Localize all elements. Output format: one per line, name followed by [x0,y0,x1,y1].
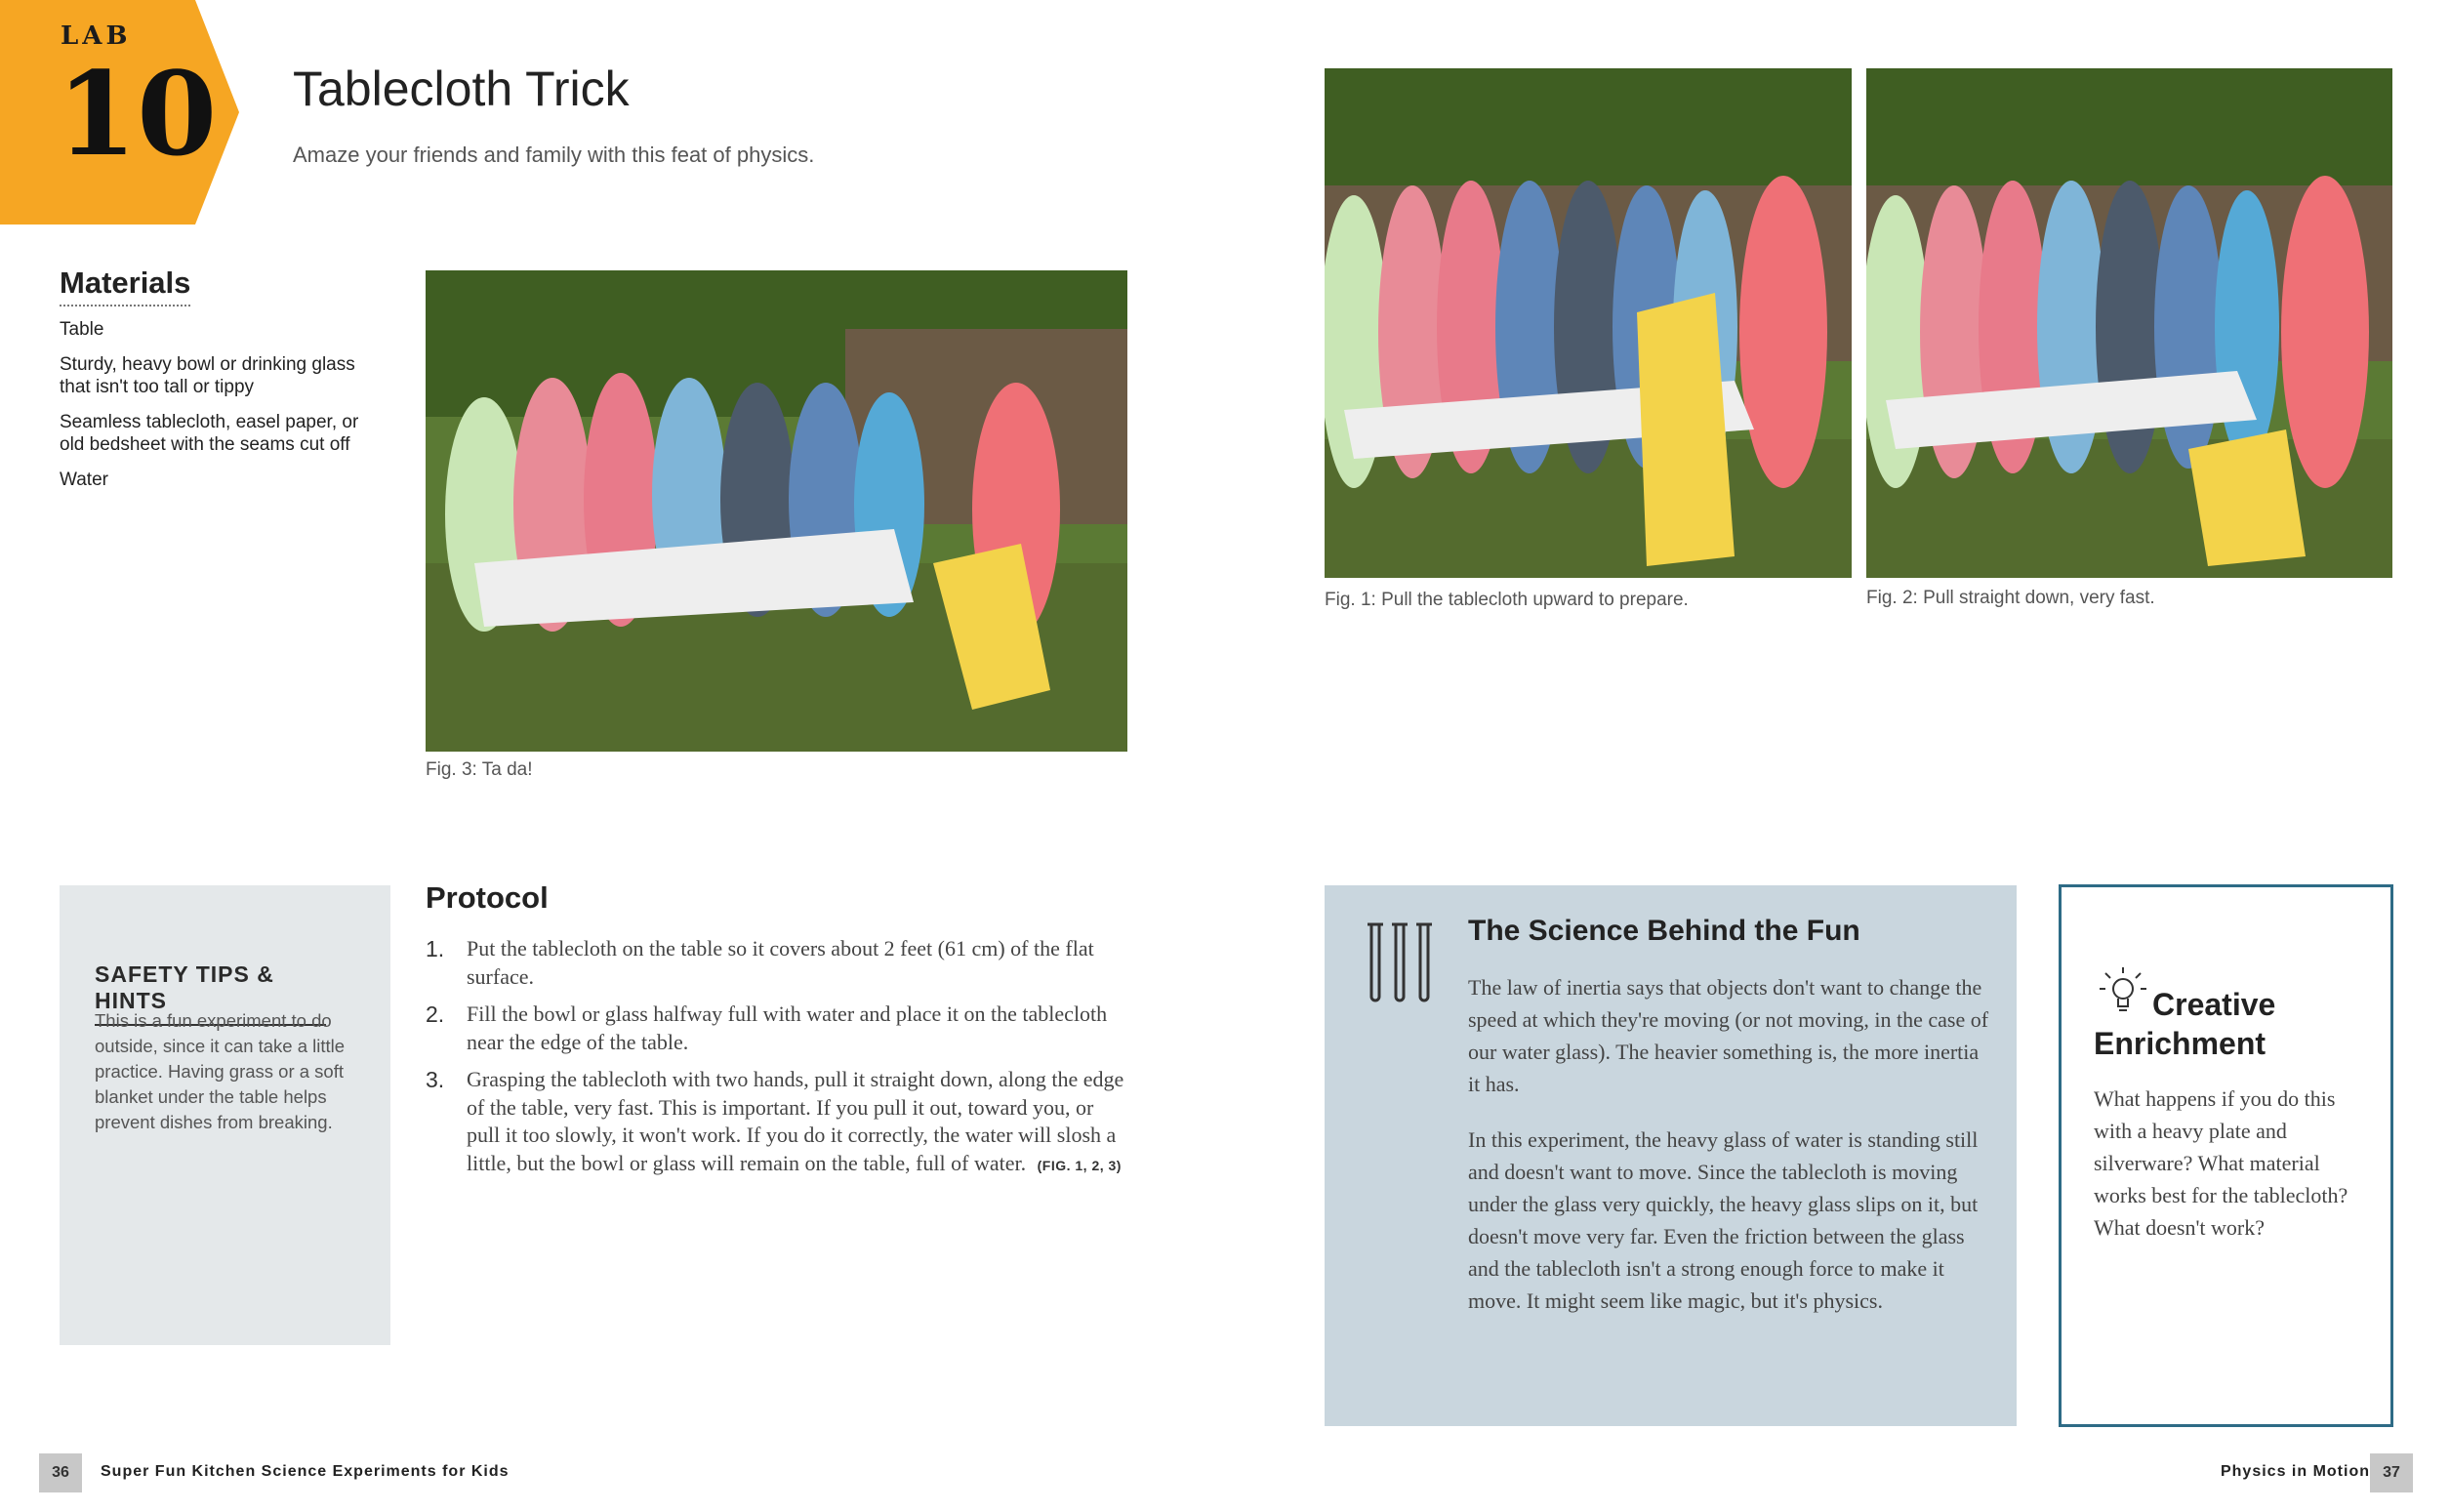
materials-heading: Materials [60,266,190,306]
protocol-step [426,935,1128,991]
enrichment-box [2059,884,2393,1427]
fig2-photo [1866,68,2392,578]
fig2-caption: Fig. 2: Pull straight down, very fast. [1866,588,2155,608]
protocol-step [426,1066,1128,1179]
step-number: 3. [426,1067,445,1092]
page-title: Tablecloth Trick [293,61,630,116]
chapter-title: Physics in Motion [2220,1463,2370,1480]
fig1-caption: Fig. 1: Pull the tablecloth upward to prepare. [1325,590,1689,610]
step-number: 2. [426,1001,445,1027]
page-number-left: 36 [39,1453,82,1492]
figure-reference: (FIG. 1, 2, 3) [1037,1157,1122,1173]
fig1-photo [1325,68,1852,578]
science-heading: The Science Behind the Fun [1468,915,1860,947]
materials-item: Water [60,470,108,490]
materials-item: Sturdy, heavy bowl or drinking glass that isn't too tall or tippy [60,354,355,397]
protocol-list [426,935,1128,1189]
lab-number: 10 [57,46,218,182]
enrichment-heading: Creative Enrichment [2094,987,2276,1061]
safety-box [60,885,390,1345]
page-number-right: 37 [2370,1453,2413,1492]
safety-text: This is a fun experiment to do outside, since it can take a little practice. Having grass or a soft blanket under the table helps prevent dishes from breaking. [95,1010,346,1132]
science-box [1325,885,2017,1426]
fig3-caption: Fig. 3: Ta da! [426,759,533,780]
page-subtitle: Amaze your friends and family with this feat of physics. [293,143,815,167]
step-text: Grasping the tablecloth with two hands, pull it straight down, along the edge of the table, very fast. This is important. If you pull it out, toward you, or pull it too slowly, it won't work. If you do it correctly, the water will slosh a little, but the bowl or glass will remain on the table, full of water. [467,1067,1124,1175]
step-text: Fill the bowl or glass halfway full with water and place it on the tablecloth near the edge of the table. [467,1001,1108,1054]
protocol-heading: Protocol [426,880,549,915]
test-tubes-icon [1362,920,1438,1010]
safety-heading: SAFETY TIPS & HINTS [95,961,326,1026]
lab-badge [0,0,239,225]
fig3-photo [426,270,1127,752]
materials-item: Table [60,319,104,340]
science-paragraph: The law of inertia says that objects don't want to change the speed at which they're moving (or not moving, in the case of our water glass). The heavier something is, the more inertia it has. [1468,975,1989,1096]
protocol-step [426,1001,1128,1056]
lab-label: LAB [61,21,132,51]
book-title: Super Fun Kitchen Science Experiments for Kids [101,1463,510,1480]
step-text: Put the tablecloth on the table so it covers about 2 feet (61 cm) of the flat surface. [467,936,1094,989]
materials-item: Seamless tablecloth, easel paper, or old bedsheet with the seams cut off [60,412,359,455]
enrichment-text: What happens if you do this with a heavy plate and silverware? What material works best for the tablecloth? What doesn't work? [2094,1086,2348,1240]
science-paragraph: In this experiment, the heavy glass of water is standing still and doesn't want to move. Since the tablecloth is moving under the glass very quickly, the heavy glass slips on it, but doesn't move very far. Even the friction between the glass and the tablecloth isn't a strong enough force to make it move. It might seem like magic, but it's physics. [1468,1127,1979,1313]
step-number: 1. [426,936,445,961]
materials-list [60,318,382,504]
